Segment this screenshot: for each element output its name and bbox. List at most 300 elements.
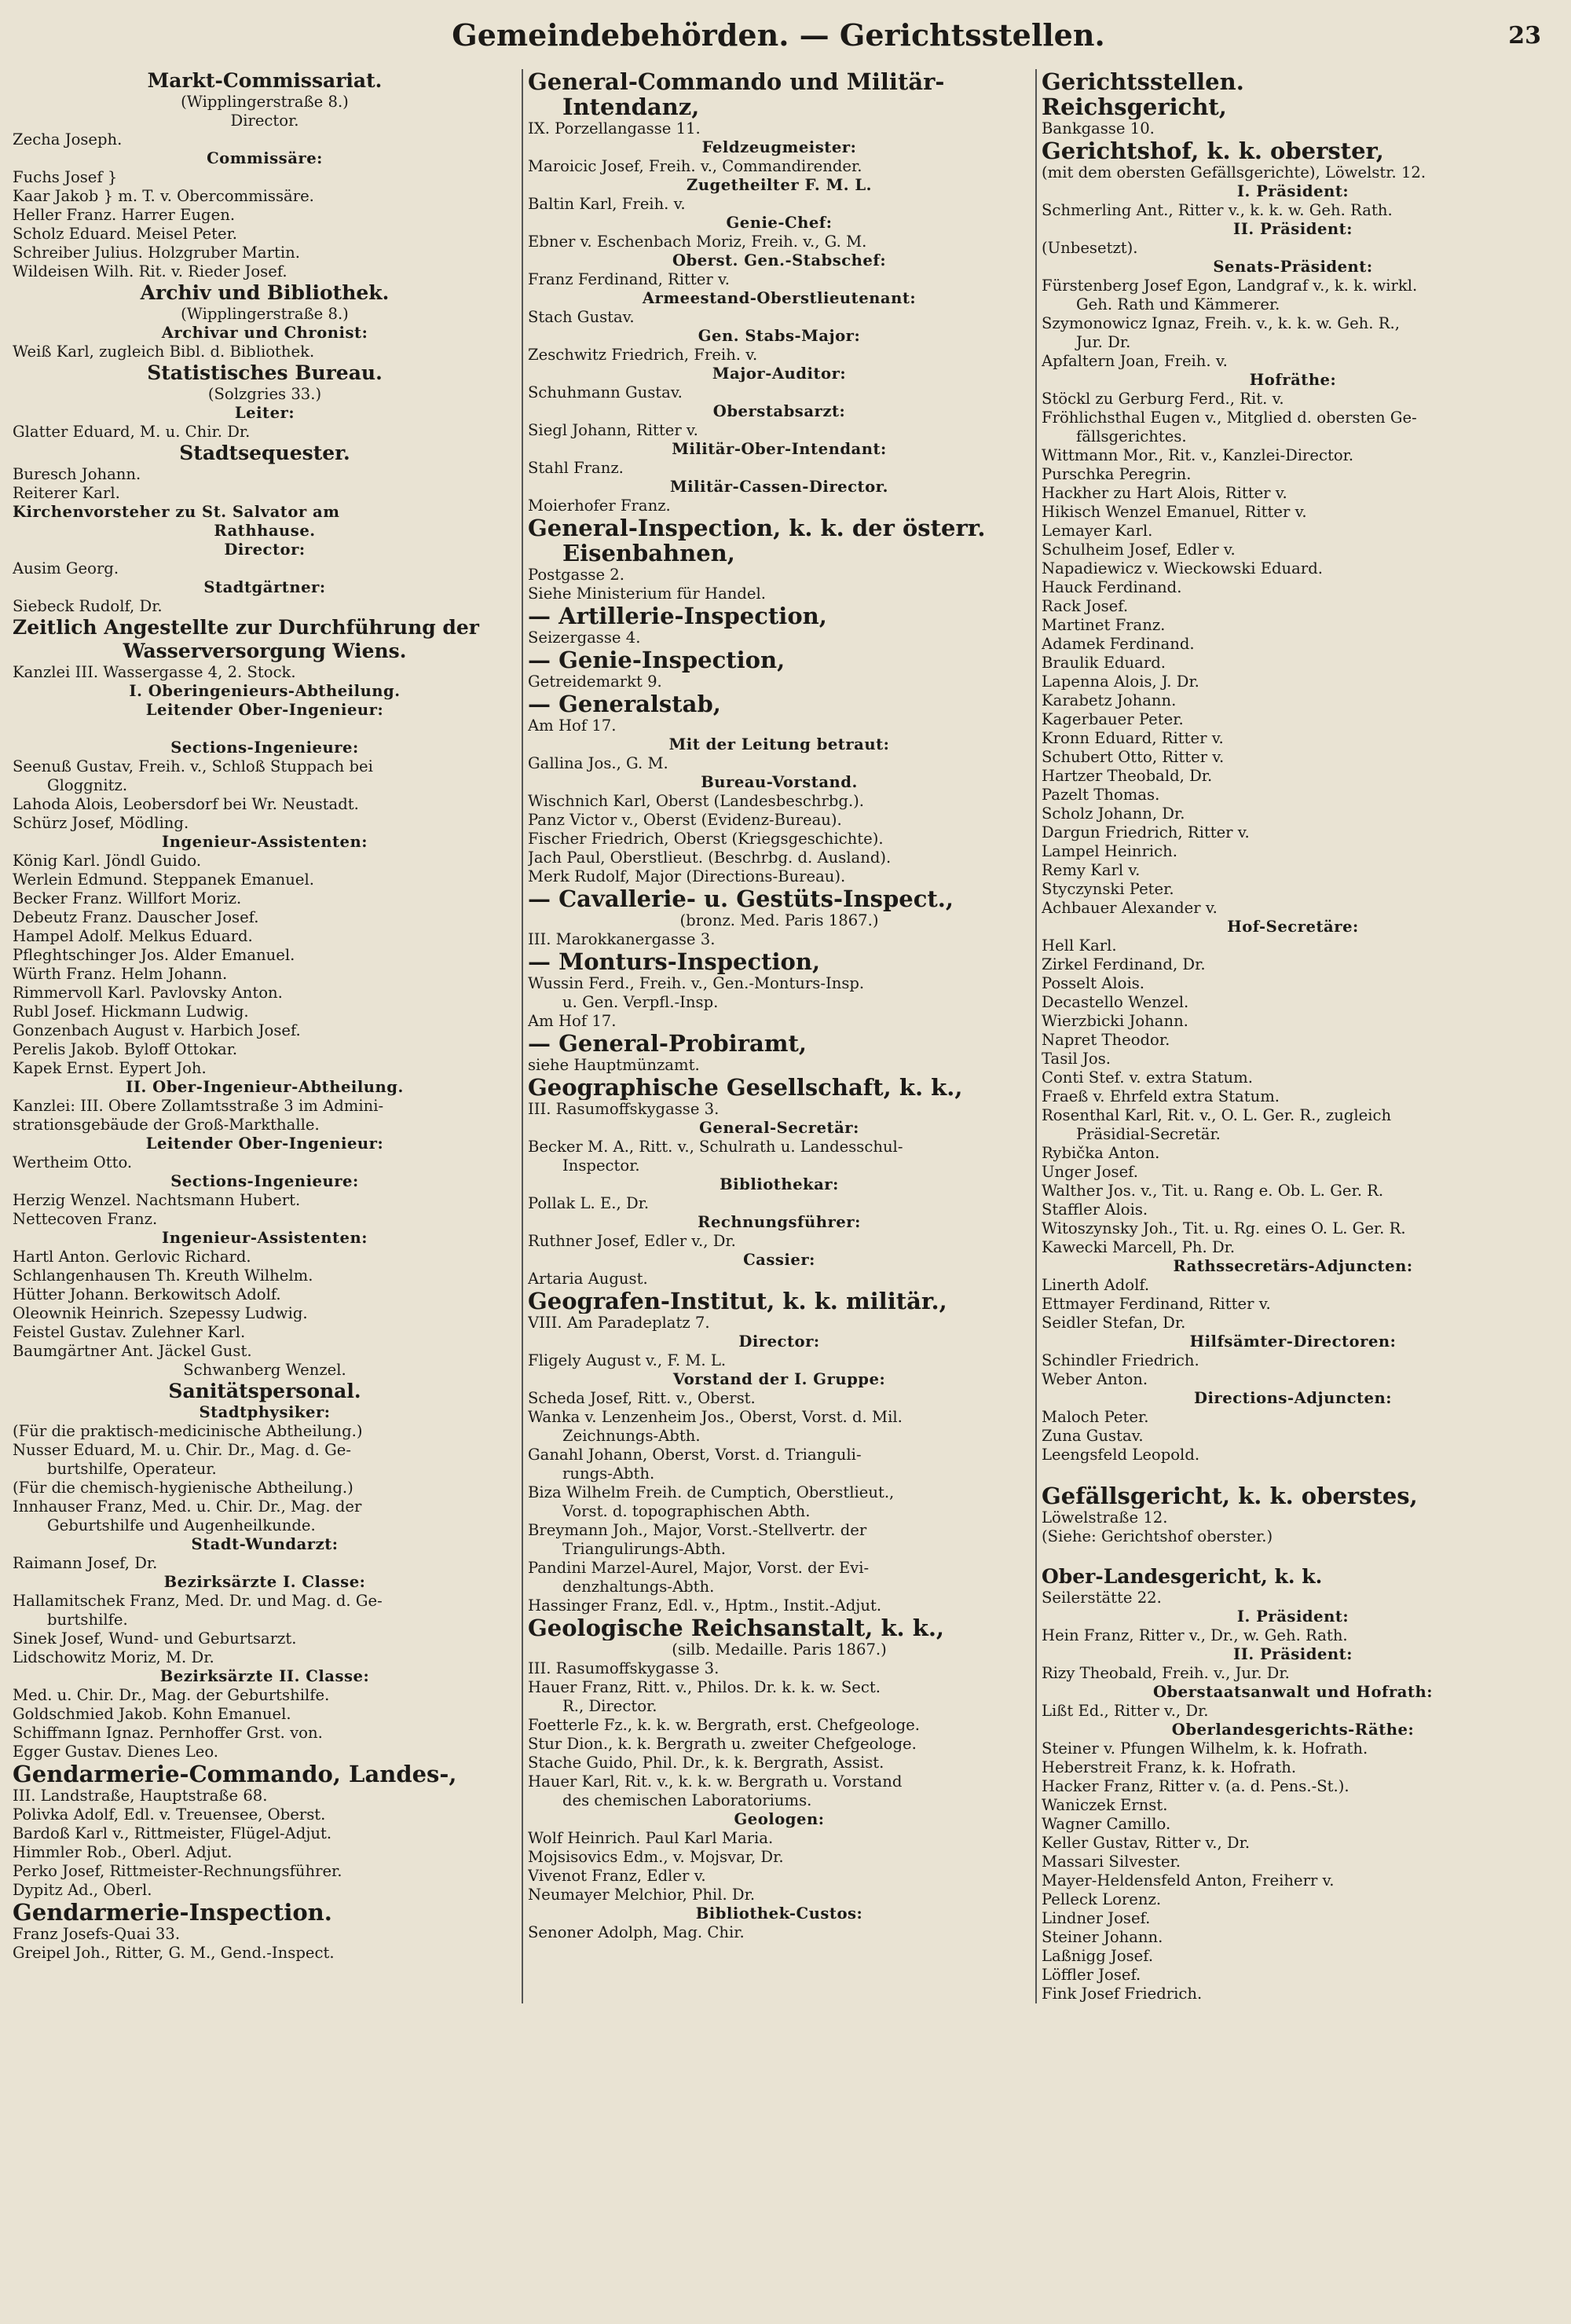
text-line: Scholz Eduard. Meisel Peter.: [13, 225, 238, 243]
text-line: Oleownik Heinrich. Szepessy Ludwig.: [13, 1304, 308, 1322]
text-line: Styczynski Peter.: [1042, 880, 1174, 898]
text-line: Egger Gustav. Dienes Leo.: [13, 1743, 219, 1761]
text-line: (Wipplingerstraße 8.): [181, 305, 349, 323]
text-line: Bezirksärzte II. Classe:: [159, 1667, 370, 1685]
text-line: Keller Gustav, Ritter v., Dr.: [1042, 1834, 1251, 1852]
text-line: Achbauer Alexander v.: [1042, 899, 1218, 917]
text-line: Debeutz Franz. Dauscher Josef.: [13, 908, 259, 926]
text-line: Dargun Friedrich, Ritter v.: [1042, 823, 1250, 841]
text-line: Fligely August v., F. M. L.: [528, 1351, 727, 1369]
text-line: Schindler Friedrich.: [1042, 1351, 1199, 1369]
text-line: Ebner v. Eschenbach Moriz, Freih. v., G. M.: [528, 233, 867, 251]
column-right: [1035, 69, 1549, 2003]
text-line: Am Hof 17.: [528, 1012, 617, 1030]
text-line: Rechnungsführer:: [698, 1213, 861, 1231]
text-line: Ober-Landesgericht, k. k.: [1042, 1565, 1323, 1588]
text-line: Hartl Anton. Gerlovic Richard.: [13, 1248, 251, 1266]
text-line: Adamek Ferdinand.: [1042, 635, 1195, 653]
text-line: — Genie-Inspection,: [528, 647, 786, 673]
text-line: Hein Franz, Ritter v., Dr., w. Geh. Rath.: [1042, 1626, 1348, 1644]
text-line: Präsidial-Secretär.: [1076, 1125, 1221, 1143]
text-line: Perelis Jakob. Byloff Ottokar.: [13, 1040, 238, 1058]
text-line: (Für die chemisch-hygienische Abtheilung.): [13, 1479, 353, 1497]
text-line: Geologen:: [734, 1810, 825, 1828]
text-line: I. Präsident:: [1236, 1607, 1349, 1626]
text-line: Seilerstätte 22.: [1042, 1589, 1162, 1607]
text-line: Gloggnitz.: [47, 776, 128, 794]
text-line: Hacker Franz, Ritter v. (a. d. Pens.-St.).: [1042, 1777, 1349, 1795]
text-line: Laßnigg Josef.: [1042, 1947, 1154, 1965]
text-line: Scheda Josef, Ritt. v., Oberst.: [528, 1389, 756, 1407]
text-line: Geographische Gesellschaft, k. k.,: [528, 1075, 963, 1100]
text-line: Bardoß Karl v., Rittmeister, Flügel-Adjut.: [13, 1824, 332, 1842]
text-line: Sanitätspersonal.: [168, 1380, 361, 1402]
text-line: Wasserversorgung Wiens.: [123, 640, 407, 662]
text-line: Fink Josef Friedrich.: [1042, 1985, 1203, 2003]
text-line: Oberst. Gen.-Stabschef:: [672, 251, 887, 269]
text-line: Kagerbauer Peter.: [1042, 710, 1184, 728]
text-line: Foetterle Fz., k. k. w. Bergrath, erst. Chefgeologe.: [528, 1716, 920, 1734]
text-line: Napadiewicz v. Wieckowski Eduard.: [1042, 559, 1323, 577]
text-line: Triangulirungs-Abth.: [562, 1540, 726, 1558]
text-line: Wildeisen Wilh. Rit. v. Rieder Josef.: [13, 262, 287, 280]
text-line: Wagner Camillo.: [1042, 1815, 1171, 1833]
text-line: Breymann Joh., Major, Vorst.-Stellvertr. der: [528, 1521, 867, 1539]
text-line: Schulheim Josef, Edler v.: [1042, 541, 1236, 559]
text-line: Siehe Ministerium für Handel.: [528, 585, 767, 603]
text-line: Himmler Rob., Oberl. Adjut.: [13, 1843, 233, 1861]
text-line: Szymonowicz Ignaz, Freih. v., k. k. w. Geh. R.,: [1042, 314, 1400, 332]
text-line: Senoner Adolph, Mag. Chir.: [528, 1923, 745, 1941]
text-line: Perko Josef, Rittmeister-Rechnungsführer.: [13, 1862, 342, 1880]
text-line: Reiterer Karl.: [13, 484, 120, 502]
text-line: Geburtshilfe und Augenheilkunde.: [47, 1516, 316, 1534]
text-line: Director:: [224, 541, 306, 559]
text-line: Weiß Karl, zugleich Bibl. d. Bibliothek.: [13, 343, 315, 361]
text-line: Nettecoven Franz.: [13, 1210, 158, 1228]
text-line: Stur Dion., k. k. Bergrath u. zweiter Chefgeologe.: [528, 1735, 917, 1753]
text-line: III. Rasumoffskygasse 3.: [528, 1659, 720, 1677]
column-left: [8, 69, 522, 2003]
text-line: Maloch Peter.: [1042, 1408, 1149, 1426]
text-line: Walther Jos. v., Tit. u. Rang e. Ob. L. Ger. R.: [1042, 1182, 1384, 1200]
text-line: Stadtsequester.: [179, 442, 350, 464]
text-line: Getreidemarkt 9.: [528, 673, 662, 691]
text-line: Braulik Eduard.: [1042, 654, 1166, 672]
text-line: Geh. Rath und Kämmerer.: [1076, 295, 1280, 313]
text-line: Massari Silvester.: [1042, 1853, 1181, 1871]
text-line: Schiffmann Ignaz. Pernhoffer Grst. von.: [13, 1724, 323, 1742]
text-line: Hauer Karl, Rit. v., k. k. w. Bergrath u. Vorstand: [528, 1772, 903, 1791]
text-line: Hell Karl.: [1042, 937, 1117, 955]
text-line: Am Hof 17.: [528, 717, 617, 735]
text-line: Nusser Eduard, M. u. Chir. Dr., Mag. d. Ge-: [13, 1441, 351, 1459]
text-line: Rizy Theobald, Freih. v., Jur. Dr.: [1042, 1664, 1290, 1682]
text-line: Geologische Reichsanstalt, k. k.,: [528, 1615, 945, 1640]
text-line: Genie-Chef:: [726, 214, 833, 232]
text-line: (Solzgries 33.): [207, 385, 322, 403]
text-line: Wierzbicki Johann.: [1042, 1012, 1188, 1030]
text-line: Fürstenberg Josef Egon, Landgraf v., k. k. wirkl.: [1042, 277, 1418, 295]
text-line: Apfaltern Joan, Freih. v.: [1042, 352, 1228, 370]
text-line: Oberstabsarzt:: [712, 402, 846, 420]
text-line: (Für die praktisch-medicinische Abtheilung.): [13, 1422, 363, 1440]
text-line: Reichsgericht,: [1042, 94, 1227, 119]
text-line: Pelleck Lorenz.: [1042, 1890, 1162, 1908]
text-line: Postgasse 2.: [528, 566, 624, 584]
text-line: Gendarmerie-Inspection.: [13, 1900, 332, 1925]
text-line: Sections-Ingenieure:: [170, 739, 359, 757]
text-line: denzhaltungs-Abth.: [562, 1578, 715, 1596]
text-line: Schürz Josef, Mödling.: [13, 814, 189, 832]
text-line: Waniczek Ernst.: [1042, 1796, 1168, 1814]
text-line: Merk Rudolf, Major (Directions-Bureau).: [528, 867, 846, 885]
text-line: Hartzer Theobald, Dr.: [1042, 767, 1213, 785]
text-line: Hauer Franz, Ritt. v., Philos. Dr. k. k. w. Sect.: [528, 1678, 881, 1696]
text-line: Jach Paul, Oberstlieut. (Beschrbg. d. Ausland).: [528, 849, 892, 867]
text-line: III. Marokkanergasse 3.: [528, 930, 716, 948]
text-line: Kirchenvorsteher zu St. Salvator am: [13, 503, 340, 521]
text-line: Pollak L. E., Dr.: [528, 1194, 650, 1212]
text-line: Hütter Johann. Berkowitsch Adolf.: [13, 1285, 281, 1303]
text-line: Bankgasse 10.: [1042, 119, 1155, 137]
text-line: Armeestand-Oberstlieutenant:: [642, 289, 917, 307]
text-line: Witoszynsky Joh., Tit. u. Rg. eines O. L. Ger. R.: [1042, 1219, 1406, 1237]
text-line: Mojsisovics Edm., v. Mojsvar, Dr.: [528, 1848, 784, 1866]
text-line: Schreiber Julius. Holzgruber Martin.: [13, 244, 300, 262]
text-line: Staffler Alois.: [1042, 1200, 1148, 1219]
text-line: Raimann Josef, Dr.: [13, 1554, 158, 1572]
text-line: Gerichtshof, k. k. oberster,: [1042, 138, 1384, 163]
text-line: (silb. Medaille. Paris 1867.): [672, 1640, 887, 1659]
text-line: Dypitz Ad., Oberl.: [13, 1881, 152, 1899]
text-line: Oberstaatsanwalt und Hofrath:: [1152, 1683, 1433, 1701]
text-line: Scholz Johann, Dr.: [1042, 805, 1185, 823]
text-line: Conti Stef. v. extra Statum.: [1042, 1069, 1253, 1087]
text-line: III. Landstraße, Hauptstraße 68.: [13, 1787, 268, 1805]
text-line: König Karl. Jöndl Guido.: [13, 852, 202, 870]
text-line: Löffler Josef.: [1042, 1966, 1141, 1984]
text-line: Cassier:: [743, 1251, 815, 1269]
page-number: 23: [1508, 22, 1541, 49]
text-line: Zeichnungs-Abth.: [562, 1427, 701, 1445]
text-line: Major-Auditor:: [712, 365, 847, 383]
text-line: Hikisch Wenzel Emanuel, Ritter v.: [1042, 503, 1307, 521]
text-line: Rathssecretärs-Adjuncten:: [1173, 1257, 1413, 1275]
text-line: Vorstand der I. Gruppe:: [672, 1370, 886, 1388]
text-line: Pandini Marzel-Aurel, Major, Vorst. der Evi-: [528, 1559, 870, 1577]
text-line: Kaar Jakob } m. T. v. Obercommissäre.: [13, 187, 314, 205]
text-line: Leitender Ober-Ingenieur:: [145, 701, 384, 719]
text-line: Remy Karl v.: [1042, 861, 1141, 879]
text-line: Napret Theodor.: [1042, 1031, 1170, 1049]
text-line: Feldzeugmeister:: [701, 138, 857, 156]
text-line: — Artillerie-Inspection,: [528, 603, 827, 629]
text-line: Martinet Franz.: [1042, 616, 1166, 634]
text-line: fällsgerichtes.: [1076, 427, 1187, 445]
text-line: Stache Guido, Phil. Dr., k. k. Bergrath, Assist.: [528, 1754, 884, 1772]
text-line: Lahoda Alois, Leobersdorf bei Wr. Neustadt.: [13, 795, 359, 813]
text-line: Ganahl Johann, Oberst, Vorst. d. Trianguli-: [528, 1446, 862, 1464]
text-line: Zeschwitz Friedrich, Freih. v.: [528, 346, 758, 364]
text-line: Bibliothekar:: [720, 1175, 839, 1193]
text-line: Werlein Edmund. Steppanek Emanuel.: [13, 871, 315, 889]
text-line: VIII. Am Paradeplatz 7.: [528, 1314, 710, 1332]
text-line: Stöckl zu Gerburg Ferd., Rit. v.: [1042, 390, 1284, 408]
text-line: Senats-Präsident:: [1213, 258, 1373, 276]
text-line: Becker M. A., Ritt. v., Schulrath u. Landesschul-: [528, 1138, 903, 1156]
text-line: Markt-Commissariat.: [147, 69, 383, 92]
text-line: Buresch Johann.: [13, 465, 141, 483]
text-line: u. Gen. Verpfl.-Insp.: [562, 993, 719, 1011]
text-line: Wertheim Otto.: [13, 1153, 133, 1171]
text-line: Fröhlichsthal Eugen v., Mitglied d. obersten Ge-: [1042, 409, 1417, 427]
text-line: Gallina Jos., G. M.: [528, 754, 668, 772]
text-line: Hofräthe:: [1249, 371, 1337, 389]
text-line: Gonzenbach August v. Harbich Josef.: [13, 1021, 301, 1039]
text-line: Rubl Josef. Hickmann Ludwig.: [13, 1003, 249, 1021]
text-line: Feistel Gustav. Zulehner Karl.: [13, 1323, 246, 1341]
text-line: Lindner Josef.: [1042, 1909, 1151, 1927]
text-line: Ingenieur-Assistenten:: [162, 833, 368, 851]
text-line: Lampel Heinrich.: [1042, 842, 1177, 860]
text-line: Ingenieur-Assistenten:: [162, 1229, 368, 1247]
text-line: Bezirksärzte I. Classe:: [163, 1573, 366, 1591]
text-line: III. Rasumoffskygasse 3.: [528, 1100, 720, 1118]
text-line: Statistisches Bureau.: [147, 361, 383, 384]
text-line: Leiter:: [234, 404, 295, 422]
text-line: Lißt Ed., Ritter v., Dr.: [1042, 1702, 1209, 1720]
text-line: Zeitlich Angestellte zur Durchführung der: [13, 616, 479, 639]
text-line: Bibliothek-Custos:: [695, 1904, 863, 1923]
text-line: Hassinger Franz, Edl. v., Hptm., Instit.-Adjut.: [528, 1596, 882, 1615]
text-line: — Generalstab,: [528, 691, 721, 717]
text-line: Schlangenhausen Th. Kreuth Wilhelm.: [13, 1266, 313, 1285]
text-line: Pazelt Thomas.: [1042, 786, 1160, 804]
text-line: Pfleghtschinger Jos. Alder Emanuel.: [13, 946, 295, 964]
text-line: Zirkel Ferdinand, Dr.: [1042, 955, 1206, 973]
text-line: siehe Hauptmünzamt.: [528, 1056, 700, 1074]
text-line: Schubert Otto, Ritter v.: [1042, 748, 1225, 766]
text-line: Gen. Stabs-Major:: [698, 327, 861, 345]
text-line: Siegl Johann, Ritter v.: [528, 421, 698, 439]
text-line: Leengsfeld Leopold.: [1042, 1446, 1200, 1464]
text-line: Ettmayer Ferdinand, Ritter v.: [1042, 1295, 1271, 1313]
text-line: Seizergasse 4.: [528, 629, 641, 647]
text-line: Tasil Jos.: [1042, 1050, 1111, 1068]
text-line: Neumayer Melchior, Phil. Dr.: [528, 1886, 756, 1904]
text-line: Gefällsgericht, k. k. oberstes,: [1042, 1483, 1418, 1508]
text-line: II. Präsident:: [1233, 1645, 1353, 1663]
text-line: burtshilfe, Operateur.: [47, 1460, 217, 1478]
text-line: Vorst. d. topographischen Abth.: [562, 1502, 811, 1520]
text-line: Linerth Adolf.: [1042, 1276, 1150, 1294]
text-line: Hauck Ferdinand.: [1042, 578, 1182, 596]
text-line: Seidler Stefan, Dr.: [1042, 1314, 1186, 1332]
text-line: Kronn Eduard, Ritter v.: [1042, 729, 1224, 747]
text-line: Kanzlei: III. Obere Zollamtsstraße 3 im Admini-: [13, 1097, 384, 1115]
text-line: General-Secretär:: [699, 1119, 859, 1137]
text-line: Zuna Gustav.: [1042, 1427, 1144, 1445]
text-line: Kawecki Marcell, Ph. Dr.: [1042, 1238, 1236, 1256]
text-columns: [8, 69, 1549, 2003]
page-header: [8, 17, 1549, 69]
text-line: I. Präsident:: [1236, 182, 1349, 200]
text-line: — General-Probiramt,: [528, 1031, 807, 1056]
text-line: burtshilfe.: [47, 1611, 128, 1629]
text-line: Rosenthal Karl, Rit. v., O. L. Ger. R., zugleich: [1042, 1106, 1392, 1124]
text-line: I. Oberingenieurs-Abtheilung.: [129, 682, 401, 700]
text-line: Moierhofer Franz.: [528, 497, 671, 515]
text-line: Kapek Ernst. Eypert Joh.: [13, 1059, 207, 1077]
text-line: Panz Victor v., Oberst (Evidenz-Bureau).: [528, 811, 842, 829]
text-line: Goldschmied Jakob. Kohn Emanuel.: [13, 1705, 291, 1723]
text-line: Intendanz,: [562, 94, 700, 119]
text-line: Bureau-Vorstand.: [701, 773, 858, 791]
text-line: strationsgebäude der Groß-Markthalle.: [13, 1116, 320, 1134]
text-line: Artaria August.: [528, 1270, 648, 1288]
text-line: Wittmann Mor., Rit. v., Kanzlei-Director.: [1042, 446, 1354, 464]
text-line: Biza Wilhelm Freih. de Cumptich, Oberstlieut.,: [528, 1483, 895, 1501]
text-line: Geografen-Institut, k. k. militär.,: [528, 1288, 947, 1314]
text-line: Franz Josefs-Quai 33.: [13, 1925, 181, 1943]
text-line: des chemischen Laboratoriums.: [562, 1791, 812, 1809]
text-line: Gendarmerie-Commando, Landes-,: [13, 1761, 457, 1787]
text-line: Archiv und Bibliothek.: [140, 281, 390, 304]
text-line: Stadtphysiker:: [199, 1403, 331, 1421]
text-line: Schmerling Ant., Ritter v., k. k. w. Geh. Rath.: [1042, 201, 1393, 219]
text-line: Zecha Joseph.: [13, 130, 123, 148]
text-line: Purschka Peregrin.: [1042, 465, 1192, 483]
text-line: Militär-Ober-Intendant:: [672, 440, 887, 458]
text-line: Hackher zu Hart Alois, Ritter v.: [1042, 484, 1287, 502]
text-line: Maroicic Josef, Freih. v., Commandirender.: [528, 157, 862, 175]
text-line: Polivka Adolf, Edl. v. Treuensee, Oberst.: [13, 1805, 326, 1824]
text-line: Zugetheilter F. M. L.: [686, 176, 873, 194]
text-line: Baumgärtner Ant. Jäckel Gust.: [13, 1342, 252, 1360]
text-line: Fuchs Josef }: [13, 168, 118, 186]
text-line: Heller Franz. Harrer Eugen.: [13, 206, 236, 224]
text-line: Siebeck Rudolf, Dr.: [13, 597, 163, 615]
text-line: Eisenbahnen,: [562, 541, 735, 566]
text-line: [13, 720, 517, 739]
text-line: Wanka v. Lenzenheim Jos., Oberst, Vorst. d. Mil.: [528, 1408, 903, 1426]
text-line: General-Commando und Militär-: [528, 69, 945, 94]
text-line: Fischer Friedrich, Oberst (Kriegsgeschichte).: [528, 830, 884, 848]
text-line: Gerichtsstellen.: [1042, 69, 1244, 94]
text-line: II. Präsident:: [1233, 220, 1353, 238]
text-line: Glatter Eduard, M. u. Chir. Dr.: [13, 423, 251, 441]
text-line: Leitender Ober-Ingenieur:: [145, 1135, 384, 1153]
text-line: Jur. Dr.: [1076, 333, 1131, 351]
text-line: Sections-Ingenieure:: [170, 1172, 359, 1190]
text-line: Herzig Wenzel. Nachtsmann Hubert.: [13, 1191, 301, 1209]
text-line: (Siehe: Gerichtshof oberster.): [1042, 1527, 1273, 1545]
text-line: (mit dem obersten Gefällsgerichte), Löwelstr. 12.: [1042, 163, 1426, 181]
text-line: Hallamitschek Franz, Med. Dr. und Mag. d. Ge-: [13, 1592, 383, 1610]
text-line: Stadtgärtner:: [203, 578, 326, 596]
text-line: Militär-Cassen-Director.: [669, 478, 889, 496]
text-line: IX. Porzellangasse 11.: [528, 119, 701, 137]
text-line: Stahl Franz.: [528, 459, 624, 477]
text-line: Hampel Adolf. Melkus Eduard.: [13, 927, 253, 945]
text-line: Hof-Secretäre:: [1227, 918, 1359, 936]
text-line: Becker Franz. Willfort Moriz.: [13, 889, 242, 907]
text-line: Ausim Georg.: [13, 559, 119, 577]
text-line: Stadt-Wundarzt:: [191, 1535, 339, 1553]
text-line: Karabetz Johann.: [1042, 691, 1177, 709]
text-line: [1042, 1546, 1544, 1565]
text-line: R., Director.: [562, 1697, 657, 1715]
text-line: Posselt Alois.: [1042, 974, 1145, 992]
text-line: (bronz. Med. Paris 1867.): [679, 911, 879, 929]
text-line: [1042, 1464, 1544, 1483]
text-line: — Cavallerie- u. Gestüts-Inspect.,: [528, 886, 954, 911]
text-line: (Unbesetzt).: [1042, 239, 1138, 257]
text-line: — Monturs-Inspection,: [528, 949, 821, 974]
text-line: Director.: [230, 112, 299, 130]
text-line: Unger Josef.: [1042, 1163, 1138, 1181]
text-line: Löwelstraße 12.: [1042, 1508, 1168, 1527]
text-line: Lidschowitz Moriz, M. Dr.: [13, 1648, 214, 1666]
text-line: Rack Josef.: [1042, 597, 1129, 615]
text-line: Rimmervoll Karl. Pavlovsky Anton.: [13, 984, 283, 1002]
text-line: Inspector.: [562, 1157, 640, 1175]
text-line: General-Inspection, k. k. der österr.: [528, 515, 986, 541]
text-line: Stach Gustav.: [528, 308, 635, 326]
text-line: II. Ober-Ingenieur-Abtheilung.: [126, 1078, 404, 1096]
text-line: Franz Ferdinand, Ritter v.: [528, 270, 730, 288]
text-line: Kanzlei III. Wassergasse 4, 2. Stock.: [13, 663, 296, 681]
text-line: Hilfsämter-Directoren:: [1189, 1332, 1397, 1351]
text-line: Lapenna Alois, J. Dr.: [1042, 673, 1199, 691]
text-line: Baltin Karl, Freih. v.: [528, 195, 686, 213]
text-line: Archivar und Chronist:: [161, 324, 368, 342]
text-line: Vivenot Franz, Edler v.: [528, 1867, 706, 1885]
text-line: Sinek Josef, Wund- und Geburtsarzt.: [13, 1629, 297, 1648]
running-title: Gemeindebehörden. — Gerichtsstellen.: [452, 17, 1105, 53]
text-line: Greipel Joh., Ritter, G. M., Gend.-Inspect.: [13, 1944, 335, 1962]
text-line: Directions-Adjuncten:: [1193, 1389, 1393, 1407]
text-line: Wussin Ferd., Freih. v., Gen.-Monturs-Insp.: [528, 974, 865, 992]
text-line: Ruthner Josef, Edler v., Dr.: [528, 1232, 736, 1250]
text-line: Director:: [738, 1332, 820, 1351]
text-line: Heberstreit Franz, k. k. Hofrath.: [1042, 1758, 1297, 1776]
text-line: Weber Anton.: [1042, 1370, 1148, 1388]
text-line: Commissäre:: [207, 149, 323, 167]
text-line: (Wipplingerstraße 8.): [181, 93, 349, 111]
text-line: Wischnich Karl, Oberst (Landesbeschrbg.).: [528, 792, 865, 810]
column-middle: [522, 69, 1035, 2003]
text-line: Schwanberg Wenzel.: [183, 1361, 346, 1379]
text-line: Steiner v. Pfungen Wilhelm, k. k. Hofrath.: [1042, 1739, 1368, 1758]
text-line: Schuhmann Gustav.: [528, 383, 683, 401]
text-line: Rathhause.: [214, 522, 316, 540]
text-line: Fraeß v. Ehrfeld extra Statum.: [1042, 1087, 1280, 1105]
text-line: Oberlandesgerichts-Räthe:: [1171, 1721, 1415, 1739]
text-line: Rybička Anton.: [1042, 1144, 1160, 1162]
text-line: Steiner Johann.: [1042, 1928, 1163, 1946]
text-line: Wolf Heinrich. Paul Karl Maria.: [528, 1829, 774, 1847]
text-line: Mit der Leitung betraut:: [668, 735, 890, 753]
text-line: Würth Franz. Helm Johann.: [13, 965, 228, 983]
text-line: Decastello Wenzel.: [1042, 993, 1189, 1011]
text-line: Seenuß Gustav, Freih. v., Schloß Stuppach bei: [13, 757, 373, 775]
text-line: Innhauser Franz, Med. u. Chir. Dr., Mag. der: [13, 1497, 362, 1516]
text-line: Mayer-Heldensfeld Anton, Freiherr v.: [1042, 1871, 1335, 1890]
text-line: Med. u. Chir. Dr., Mag. der Geburtshilfe.: [13, 1686, 330, 1704]
text-line: rungs-Abth.: [562, 1464, 655, 1483]
